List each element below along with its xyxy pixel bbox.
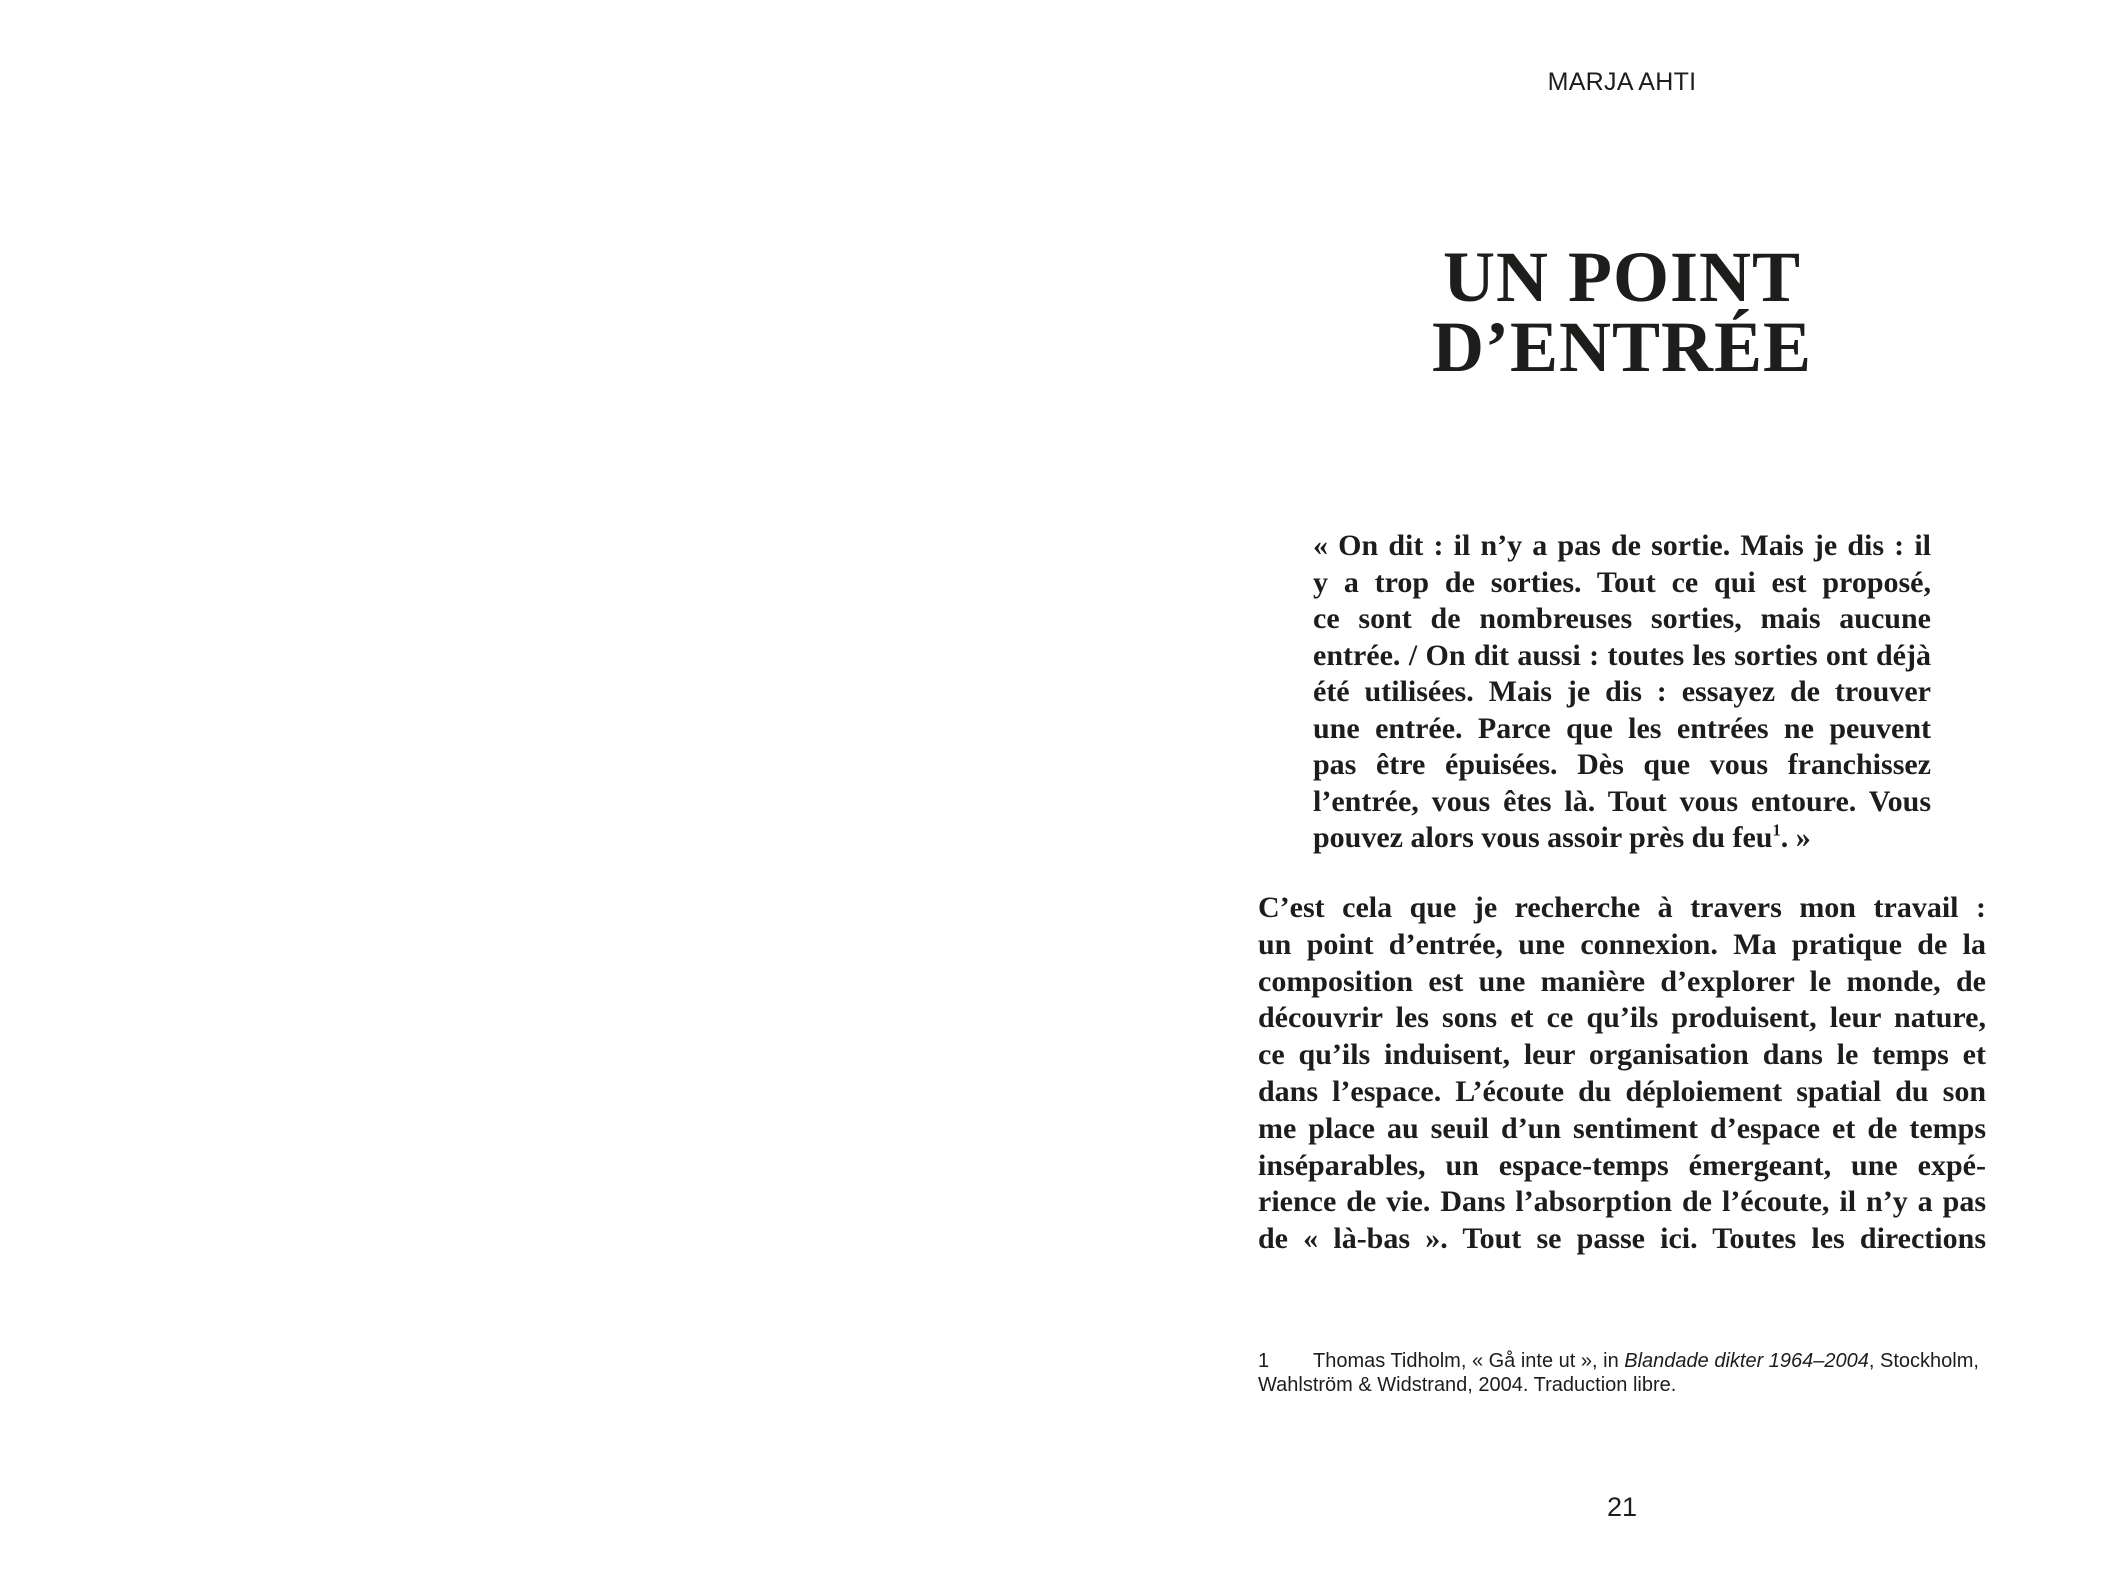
quote-line: une entrée. Parce que les entrées ne peuvent bbox=[1313, 711, 1931, 745]
title-line: D’ENTRÉE bbox=[1431, 307, 1813, 387]
footnote bbox=[1258, 1349, 1998, 1397]
paragraph-line: inséparables, un espace-temps émergeant, une expé- bbox=[1258, 1148, 1986, 1182]
quote-line bbox=[1313, 820, 1931, 857]
footnote-text: , Stockholm, bbox=[1868, 1350, 1979, 1372]
running-head-author: MARJA AHTI bbox=[1547, 68, 1697, 96]
footnote-ref[interactable]: 1 bbox=[1772, 820, 1781, 840]
chapter-title bbox=[1322, 237, 1922, 387]
quote-line: été utilisées. Mais je dis : essayez de trouver bbox=[1313, 675, 1931, 708]
paragraph-line: ce qu’ils induisent, leur organisation dans le temps et bbox=[1258, 1038, 1986, 1072]
paragraph-line: me place au seuil d’un sentiment d’espace et de temps bbox=[1258, 1111, 1986, 1145]
quote-line: pas être épuisées. Dès que vous franchissez bbox=[1313, 748, 1931, 781]
paragraph-line: C’est cela que je recherche à travers mon travail : bbox=[1258, 891, 1986, 924]
paragraph-line: composition est une manière d’explorer le monde, de bbox=[1258, 964, 1986, 998]
footnote-line: Wahlström & Widstrand, 2004. Traduction libre. bbox=[1258, 1374, 1677, 1396]
paragraph-line: dans l’espace. L’écoute du déploiement spatial du son bbox=[1258, 1074, 1986, 1108]
title-line: UN POINT bbox=[1442, 237, 1801, 317]
paragraph-line: découvrir les sons et ce qu’ils produisent, leur nature, bbox=[1258, 1001, 1986, 1035]
quote-line: l’entrée, vous êtes là. Tout vous entoure. Vous bbox=[1313, 784, 1931, 818]
quote-line: entrée. / On dit aussi : toutes les sorties ont déjà bbox=[1313, 638, 1931, 672]
paragraph-line: rience de vie. Dans l’absorption de l’écoute, il n’y a pas bbox=[1258, 1185, 1986, 1219]
page-number: 21 bbox=[1606, 1492, 1638, 1522]
epigraph-quote bbox=[1313, 528, 1931, 857]
footnote-book-title: Blandade dikter 1964–2004 bbox=[1624, 1350, 1869, 1372]
body-paragraph bbox=[1258, 890, 1986, 1258]
paragraph-line: un point d’entrée, une connexion. Ma pratique de la bbox=[1258, 927, 1986, 961]
quote-line: « On dit : il n’y a pas de sortie. Mais je dis : il bbox=[1313, 529, 1931, 562]
footnote-number: 1 bbox=[1258, 1350, 1270, 1372]
footnote-text: Thomas Tidholm, « Gå inte ut », in bbox=[1313, 1350, 1625, 1372]
quote-text: . » bbox=[1780, 821, 1811, 854]
quote-line: y a trop de sorties. Tout ce qui est proposé, bbox=[1313, 565, 1931, 599]
footnote-line bbox=[1258, 1349, 1998, 1373]
quote-line: ce sont de nombreuses sorties, mais aucune bbox=[1313, 602, 1931, 635]
paragraph-line: de « là-bas ». Tout se passe ici. Toutes les directions bbox=[1258, 1222, 1986, 1256]
quote-text: pouvez alors vous assoir près du feu bbox=[1313, 821, 1773, 854]
